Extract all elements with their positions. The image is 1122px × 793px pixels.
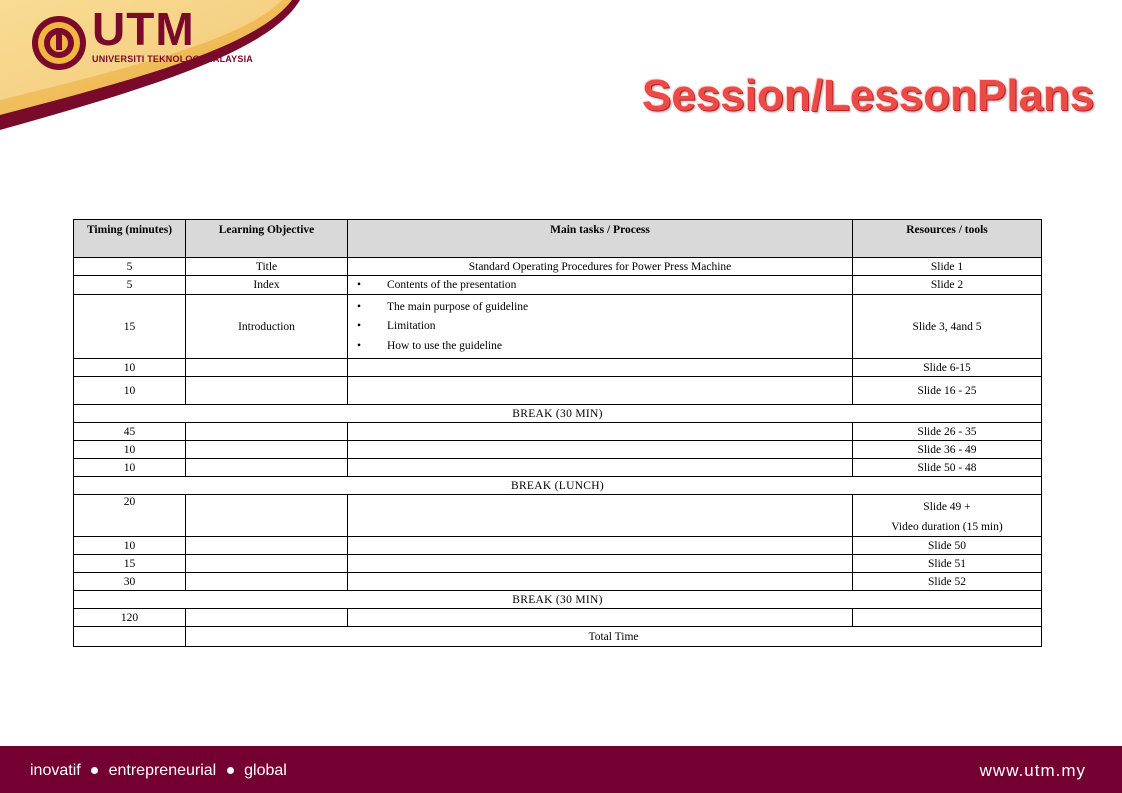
timing-cell: 15 — [74, 555, 186, 573]
tagline-word: inovatif — [30, 762, 81, 779]
resource-line: Slide 49 + — [923, 501, 971, 513]
resource-cell: Slide 50 - 48 — [853, 459, 1042, 477]
timing-cell: 5 — [74, 258, 186, 276]
table-header-row — [74, 220, 1042, 258]
timing-cell: 10 — [74, 459, 186, 477]
table-row — [74, 295, 1042, 359]
table-row — [74, 377, 1042, 405]
header-tasks: Main tasks / Process — [348, 220, 853, 258]
task-cell — [348, 555, 853, 573]
footer-bar — [0, 746, 1122, 793]
table-row — [74, 555, 1042, 573]
task-cell — [348, 423, 853, 441]
table-row — [74, 609, 1042, 627]
objective-cell — [186, 495, 348, 537]
lesson-plan-table — [73, 219, 1042, 647]
list-item: • The main purpose of guideline — [357, 301, 529, 313]
resource-cell: Slide 3, 4and 5 — [853, 295, 1042, 359]
break-cell: BREAK (LUNCH) — [74, 477, 1042, 495]
objective-cell — [186, 377, 348, 405]
objective-cell: Title — [186, 258, 348, 276]
table-row — [74, 441, 1042, 459]
separator-dot-icon — [227, 767, 234, 774]
break-row — [74, 591, 1042, 609]
utm-crest-icon — [30, 14, 88, 72]
tagline-word: entrepreneurial — [108, 762, 217, 779]
timing-cell: 10 — [74, 537, 186, 555]
task-list — [351, 277, 849, 293]
timing-cell: 10 — [74, 441, 186, 459]
timing-cell: 15 — [74, 295, 186, 359]
objective-cell — [186, 609, 348, 627]
timing-cell: 30 — [74, 573, 186, 591]
resource-cell: Slide 2 — [853, 276, 1042, 295]
resource-cell: Slide 6-15 — [853, 359, 1042, 377]
objective-cell — [186, 359, 348, 377]
timing-cell: 45 — [74, 423, 186, 441]
page-title: Session/LessonPlans — [642, 71, 1095, 120]
table-row — [74, 258, 1042, 276]
task-cell — [348, 295, 853, 359]
resource-cell: Slide 52 — [853, 573, 1042, 591]
table-row — [74, 573, 1042, 591]
task-cell — [348, 276, 853, 295]
logo-wordmark: UTM — [92, 3, 195, 55]
utm-logo[interactable] — [30, 3, 280, 74]
timing-cell: 120 — [74, 609, 186, 627]
bullet-icon: • — [357, 301, 362, 313]
timing-cell: 10 — [74, 359, 186, 377]
break-cell: BREAK (30 MIN) — [74, 591, 1042, 609]
header-resources: Resources / tools — [853, 220, 1042, 258]
task-list — [351, 299, 849, 354]
objective-cell — [186, 555, 348, 573]
objective-cell: Index — [186, 276, 348, 295]
header-timing: Timing (minutes) — [74, 220, 186, 258]
tagline-word: global — [244, 762, 287, 779]
break-cell: BREAK (30 MIN) — [74, 405, 1042, 423]
bullet-icon: • — [357, 279, 362, 291]
list-item: • Contents of the presentation — [357, 279, 517, 291]
task-cell: Standard Operating Procedures for Power Press Machine — [348, 258, 853, 276]
table-row — [74, 537, 1042, 555]
task-cell — [348, 441, 853, 459]
break-row — [74, 477, 1042, 495]
resource-cell: Slide 50 — [853, 537, 1042, 555]
task-cell — [348, 609, 853, 627]
objective-cell: Introduction — [186, 295, 348, 359]
list-item: • Limitation — [351, 315, 849, 338]
resource-cell — [853, 609, 1042, 627]
task-cell — [348, 573, 853, 591]
task-cell — [348, 459, 853, 477]
task-cell — [348, 537, 853, 555]
bullet-icon: • — [357, 320, 362, 332]
resource-cell: Slide 1 — [853, 258, 1042, 276]
table-row — [74, 359, 1042, 377]
timing-cell — [74, 627, 186, 647]
footer-tagline — [30, 762, 287, 780]
table-row — [74, 423, 1042, 441]
resource-cell — [853, 495, 1042, 537]
table-row — [74, 495, 1042, 537]
header-objective: Learning Objective — [186, 220, 348, 258]
list-item: • How to use the guideline — [357, 340, 502, 352]
timing-cell: 10 — [74, 377, 186, 405]
task-cell — [348, 377, 853, 405]
resource-cell: Slide 26 - 35 — [853, 423, 1042, 441]
timing-cell: 20 — [74, 495, 186, 537]
objective-cell — [186, 537, 348, 555]
total-row — [74, 627, 1042, 647]
objective-cell — [186, 423, 348, 441]
logo-subtitle: UNIVERSITI TEKNOLOGI MALAYSIA — [92, 54, 253, 64]
table-row — [74, 276, 1042, 295]
table-row — [74, 459, 1042, 477]
resource-line: Video duration (15 min) — [891, 521, 1003, 533]
objective-cell — [186, 573, 348, 591]
resource-cell: Slide 16 - 25 — [853, 377, 1042, 405]
timing-cell: 5 — [74, 276, 186, 295]
objective-cell — [186, 459, 348, 477]
resource-cell: Slide 51 — [853, 555, 1042, 573]
resource-cell: Slide 36 - 49 — [853, 441, 1042, 459]
task-cell — [348, 359, 853, 377]
footer-url-link[interactable]: www.utm.my — [979, 761, 1086, 780]
total-time-label: Total Time — [186, 627, 1042, 647]
task-cell — [348, 495, 853, 537]
separator-dot-icon — [91, 767, 98, 774]
objective-cell — [186, 441, 348, 459]
bullet-icon: • — [357, 340, 362, 352]
break-row — [74, 405, 1042, 423]
